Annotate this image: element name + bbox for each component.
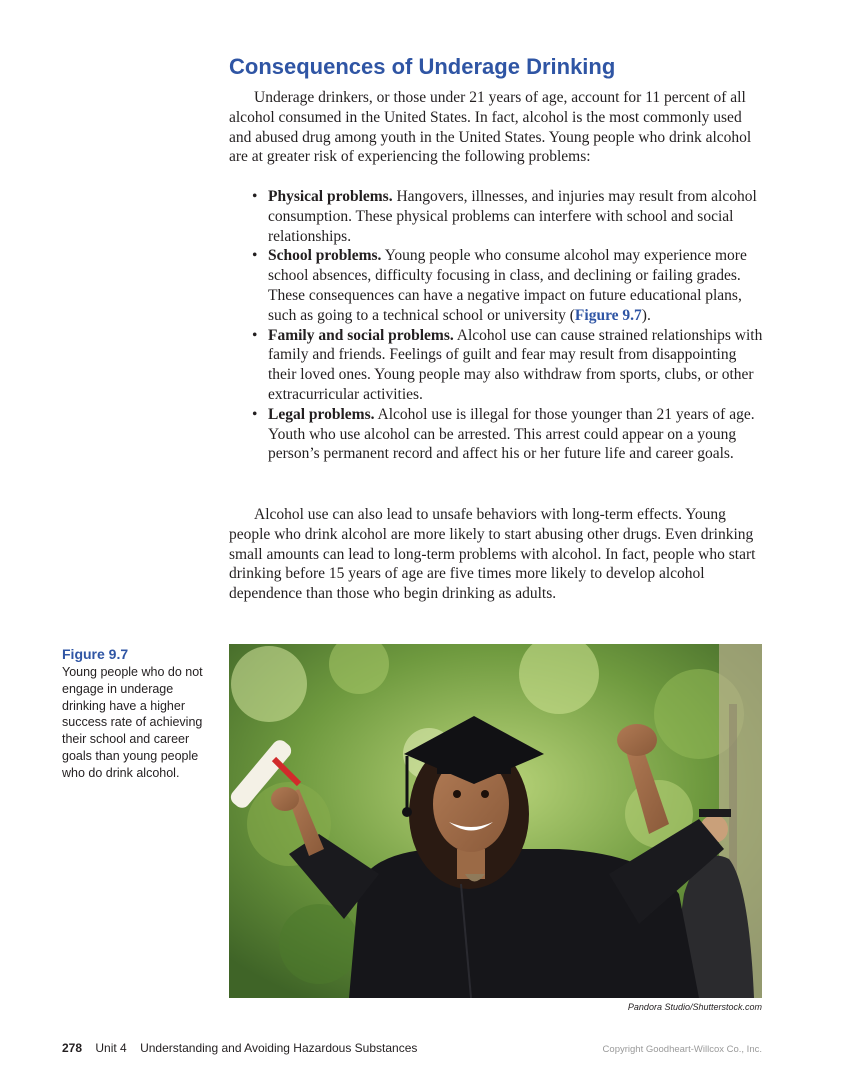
text-physical: Hangovers, illnesses, and injuries may result from alcohol consumption. These physical problems can interfere with school and social relationships. [268, 188, 757, 245]
intro-paragraph [229, 88, 765, 167]
figure-label: Figure 9.7 [62, 646, 129, 662]
list-item-school [252, 246, 766, 325]
text-school: Young people who consume alcohol may experience more school absences, difficulty focusing in class, and declining or failing grades. These consequences can have a negative impact on future educational plans, such as going to a technical school or university ( [268, 247, 747, 324]
term-family: Family and social problems. [268, 326, 454, 344]
copyright-notice: Copyright Goodheart-Willcox Co., Inc. [602, 1044, 762, 1055]
term-legal: Legal problems. [268, 405, 375, 423]
closing-text: Alcohol use can also lead to unsafe behaviors with long-term effects. Young people who drink alcohol are more likely to start abusing other drugs. Even drinking small amounts can lead to long-term problems with alcohol. In fact, people who start drinking before 15 years of age are five times more likely to develop alcohol dependence than those who begin drinking as adults. [229, 506, 756, 603]
intro-text: Underage drinkers, or those under 21 years of age, account for 11 percent of all alcohol consumed in the United States. In fact, alcohol is the most commonly used and abused drug among youth in the United States. Young people who drink alcohol are at greater risk of experiencing the following problems: [229, 89, 752, 166]
bullet-icon: • [252, 188, 258, 205]
bullet-icon: • [252, 405, 258, 423]
term-physical: Physical problems. [268, 188, 393, 205]
list-item-legal [252, 405, 766, 464]
graduate-photo [229, 644, 762, 998]
text-school-after: ). [641, 306, 651, 324]
list-item-physical [252, 187, 766, 246]
photo-credit: Pandora Studio/Shutterstock.com [627, 1002, 762, 1012]
figure-caption: Young people who do not engage in underage drinking have a higher success rate of achieving their school and career goals than young people who do drink alcohol. [62, 665, 203, 780]
closing-paragraph [229, 505, 765, 604]
list-item-family [252, 326, 766, 405]
term-school: School problems. [268, 247, 382, 265]
page-number: 278 [62, 1041, 83, 1055]
bullet-icon: • [252, 326, 258, 344]
figure-reference-link[interactable]: Figure 9.7 [574, 306, 642, 324]
problems-list [252, 187, 766, 464]
page-footer [62, 1041, 417, 1055]
graduate-illustration [229, 644, 762, 998]
section-title: Consequences of Underage Drinking [229, 54, 616, 79]
unit-title: Understanding and Avoiding Hazardous Substances [140, 1041, 418, 1055]
unit-label: Unit 4 [95, 1041, 127, 1055]
bullet-icon: • [252, 247, 258, 265]
text-legal: Alcohol use is illegal for those younger than 21 years of age. Youth who use alcohol can be arrested. This arrest could appear on a young person’s permanent record and affect his or her future life and career goals. [268, 405, 755, 463]
text-family: Alcohol use can cause strained relationships with family and friends. Feelings of guilt and fear may result from disappointing their loved ones. Young people may also withdraw from sports, clubs, or other extracurricular activities. [268, 326, 763, 403]
